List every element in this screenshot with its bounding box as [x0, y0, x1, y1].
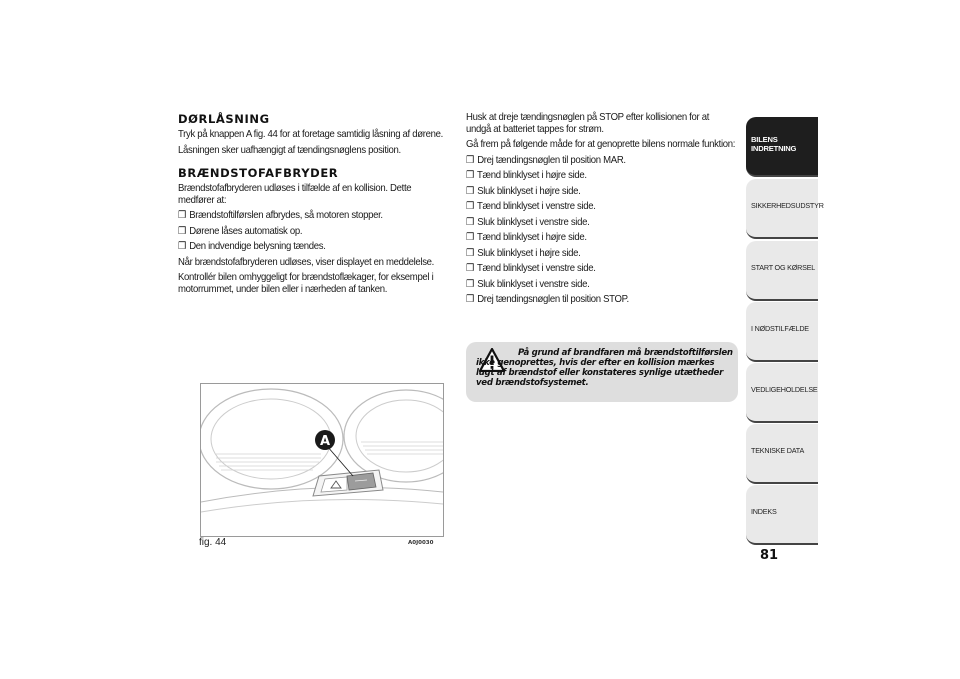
- tab-start-og-korsel[interactable]: [746, 241, 818, 301]
- bullet-box-icon: ❒: [466, 247, 474, 259]
- bullet-box-icon: ❒: [466, 232, 474, 243]
- tab-label: TEKNISKE DATA: [751, 446, 805, 455]
- paragraph: Tryk på knappen A fig. 44 for at foretage samtidig låsning af dørene.: [178, 129, 443, 140]
- bullet-box-icon: ❒: [466, 154, 474, 166]
- tab-label: BILENS INDRETNING: [751, 135, 797, 153]
- tab-label: VEDLIGEHOLDELSE: [751, 385, 818, 394]
- paragraph: Når brændstofafbryderen udløses, viser displayet en meddelelse.: [178, 256, 435, 268]
- tab-tekniske-data[interactable]: [746, 424, 818, 484]
- page-number: 81: [760, 548, 779, 563]
- list-item: ❒ Tænd blinklyset i venstre side.: [466, 201, 596, 212]
- list-item: ❒ Sluk blinklyset i venstre side.: [466, 216, 590, 228]
- list-item: ❒ Tænd blinklyset i højre side.: [466, 232, 587, 243]
- paragraph: Husk at dreje tændingsnøglen på STOP efter kollisionen for at undgå at batteriet tappes for strøm.: [466, 112, 710, 135]
- bullet-box-icon: ❒: [466, 263, 474, 274]
- list-item: ❒ Drej tændingsnøglen til position MAR.: [466, 154, 626, 166]
- figure-code: A0J0030: [408, 540, 434, 546]
- tab-indeks[interactable]: [746, 485, 818, 545]
- list-item: ❒ Dørene låses automatisk op.: [178, 225, 303, 237]
- tab-label: SIKKERHEDSUDSTYR: [751, 201, 824, 210]
- figure-label-a: A: [319, 434, 331, 449]
- bullet-box-icon: ❒: [466, 278, 474, 290]
- dashboard-illustration: [201, 384, 443, 536]
- list-item: ❒ Tænd blinklyset i venstre side.: [466, 263, 596, 274]
- list-item: ❒ Drej tændingsnøglen til position STOP.: [466, 294, 629, 305]
- tab-vedligeholdelse[interactable]: [746, 363, 818, 423]
- paragraph: Brændstofafbryderen udløses i tilfælde af en kollision. Dette medfører at:: [178, 183, 412, 206]
- bullet-box-icon: ❒: [178, 241, 186, 252]
- figure-caption: fig. 44: [199, 537, 227, 548]
- right-column: [466, 112, 738, 310]
- bullet-box-icon: ❒: [466, 185, 474, 197]
- tab-i-nodstilfaelde[interactable]: [746, 302, 818, 362]
- warning-box: [466, 342, 738, 402]
- warning-text: På grund af brandfaren må brændstoftilførslen ikke genoprettes, hvis der efter en kollision mærkes lugt af brændstof eller konstateres synlige utætheder ved brændstofsystemet.: [476, 348, 733, 388]
- figure-door-lock-button: [200, 383, 444, 537]
- bullet-box-icon: ❒: [466, 294, 474, 305]
- heading-door-locking: DØRLÅSNING: [178, 112, 270, 126]
- list-item: ❒ Sluk blinklyset i højre side.: [466, 247, 581, 259]
- paragraph: Låsningen sker uafhængigt af tændingsnøglens position.: [178, 144, 401, 156]
- bullet-box-icon: ❒: [466, 201, 474, 212]
- bullet-box-icon: ❒: [466, 170, 474, 181]
- tab-bilens-indretning[interactable]: [746, 117, 818, 177]
- tab-sikkerhedsudstyr[interactable]: [746, 179, 824, 239]
- bullet-box-icon: ❒: [178, 225, 186, 237]
- heading-fuel-cutoff: BRÆNDSTOFAFBRYDER: [178, 166, 339, 180]
- tab-label: I NØDSTILFÆLDE: [751, 324, 809, 333]
- paragraph: Kontrollér bilen omhyggeligt for brændstoflækager, for eksempel i motorrummet, under bilen eller i nærheden af tanken.: [178, 272, 434, 295]
- list-item: ❒ Den indvendige belysning tændes.: [178, 241, 326, 252]
- left-column: [178, 112, 446, 299]
- list-item: ❒ Sluk blinklyset i højre side.: [466, 185, 581, 197]
- list-item: ❒ Sluk blinklyset i venstre side.: [466, 278, 590, 290]
- bullet-box-icon: ❒: [466, 216, 474, 228]
- bullet-box-icon: ❒: [178, 210, 186, 221]
- list-item: ❒ Brændstoftilførslen afbrydes, så motoren stopper.: [178, 210, 383, 221]
- tab-label: INDEKS: [751, 507, 777, 516]
- tab-label: START OG KØRSEL: [751, 263, 816, 272]
- list-item: ❒ Tænd blinklyset i højre side.: [466, 170, 587, 181]
- paragraph: Gå frem på følgende måde for at genoprette bilens normale funktion:: [466, 139, 736, 150]
